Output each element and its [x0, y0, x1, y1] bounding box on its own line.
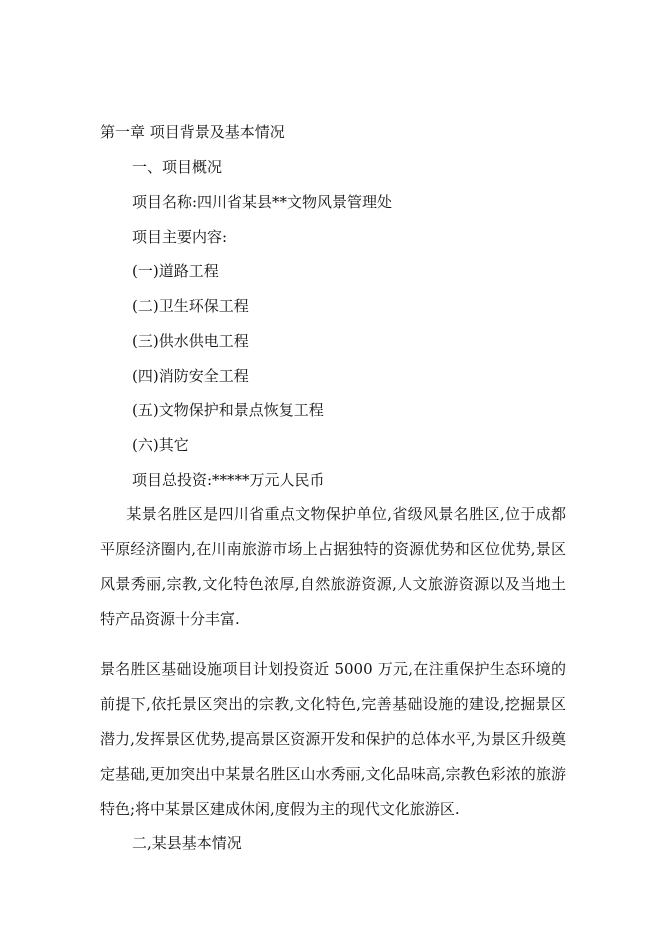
- project-name-line: 项目名称:四川省某县**文物风景管理处: [132, 193, 393, 211]
- list-item: (二)卫生环保工程: [132, 297, 249, 315]
- list-item: (四)消防安全工程: [132, 367, 249, 385]
- list-item: (五)文物保护和景点恢复工程: [132, 401, 324, 419]
- paragraph-scenic-area-intro: [100, 497, 566, 637]
- list-item: (三)供水供电工程: [132, 332, 249, 350]
- project-content-label: 项目主要内容:: [132, 228, 228, 246]
- total-investment-line: 项目总投资:*****万元人民币: [132, 471, 325, 489]
- section-title-project-overview: 一、项目概况: [132, 158, 223, 176]
- section-title-county-info: 二,某县基本情况: [132, 834, 242, 852]
- paragraph-infrastructure-plan: [100, 652, 566, 827]
- chapter-title: 第一章 项目背景及基本情况: [100, 123, 285, 141]
- list-item: (六)其它: [132, 436, 189, 454]
- list-item: (一)道路工程: [132, 262, 219, 280]
- paragraph-text: 某景名胜区是四川省重点文物保护单位,省级风景名胜区,位于成都平原经济圈内,在川南旅游市场上占据独特的资源优势和区位优势,景区风景秀丽,宗教,文化特色浓厚,自然旅游资源,人文旅游资源以及当地土特产品资源十分丰富.: [100, 505, 566, 628]
- paragraph-text: 景名胜区基础设施项目计划投资近 5000 万元,在注重保护生态环境的前提下,依托景区突出的宗教,文化特色,完善基础设施的建设,挖掘景区潜力,发挥景区优势,提高景区资源开发和保护的总体水平,为景区升级奠定基础,更加突出中某景名胜区山水秀丽,文化品味高,宗教色彩浓的旅游特色;将中某景区建成休闲,度假为主的现代文化旅游区.: [100, 660, 566, 818]
